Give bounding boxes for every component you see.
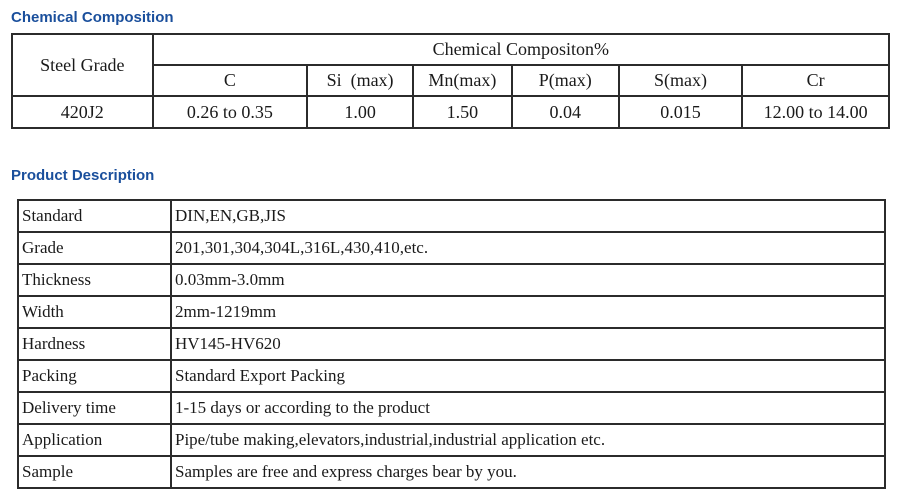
- row-label: Application: [18, 424, 171, 456]
- table-row: [18, 328, 885, 360]
- row-label: Thickness: [18, 264, 171, 296]
- chemical-composition-table: [11, 33, 890, 129]
- table-row: [18, 360, 885, 392]
- value-cell-si: 1.00: [307, 96, 413, 128]
- column-header-c: C: [153, 65, 308, 96]
- row-label: Sample: [18, 456, 171, 488]
- row-value: Samples are free and express charges bear by you.: [171, 456, 885, 488]
- value-cell-cr: 12.00 to 14.00: [742, 96, 889, 128]
- steel-grade-header: Steel Grade: [12, 34, 153, 96]
- row-value: 2mm-1219mm: [171, 296, 885, 328]
- value-cell-c: 0.26 to 0.35: [153, 96, 308, 128]
- chemical-composition-header: Chemical Compositon%: [153, 34, 889, 65]
- row-value: DIN,EN,GB,JIS: [171, 200, 885, 232]
- table-row: [18, 232, 885, 264]
- table-row: [12, 96, 889, 128]
- row-label: Packing: [18, 360, 171, 392]
- table-row: [18, 264, 885, 296]
- table-row: [18, 200, 885, 232]
- column-header-p: P(max): [512, 65, 619, 96]
- row-value: 201,301,304,304L,316L,430,410,etc.: [171, 232, 885, 264]
- value-cell-s: 0.015: [619, 96, 743, 128]
- column-header-mn: Mn(max): [413, 65, 512, 96]
- row-label: Width: [18, 296, 171, 328]
- table-row: [18, 424, 885, 456]
- product-description-title: Product Description: [11, 167, 155, 184]
- table-row: [18, 456, 885, 488]
- row-label: Standard: [18, 200, 171, 232]
- row-value: Standard Export Packing: [171, 360, 885, 392]
- value-cell-p: 0.04: [512, 96, 619, 128]
- column-header-si: Si (max): [307, 65, 413, 96]
- product-description-table: [17, 199, 886, 489]
- column-header-s: S(max): [619, 65, 743, 96]
- grade-cell: 420J2: [12, 96, 153, 128]
- row-value: 1-15 days or according to the product: [171, 392, 885, 424]
- column-header-cr: Cr: [742, 65, 889, 96]
- row-label: Delivery time: [18, 392, 171, 424]
- row-value: Pipe/tube making,elevators,industrial,industrial application etc.: [171, 424, 885, 456]
- chemical-composition-title: Chemical Composition: [11, 9, 174, 26]
- row-label: Hardness: [18, 328, 171, 360]
- row-value: 0.03mm-3.0mm: [171, 264, 885, 296]
- value-cell-mn: 1.50: [413, 96, 512, 128]
- table-row: [18, 296, 885, 328]
- table-row: [18, 392, 885, 424]
- row-label: Grade: [18, 232, 171, 264]
- row-value: HV145-HV620: [171, 328, 885, 360]
